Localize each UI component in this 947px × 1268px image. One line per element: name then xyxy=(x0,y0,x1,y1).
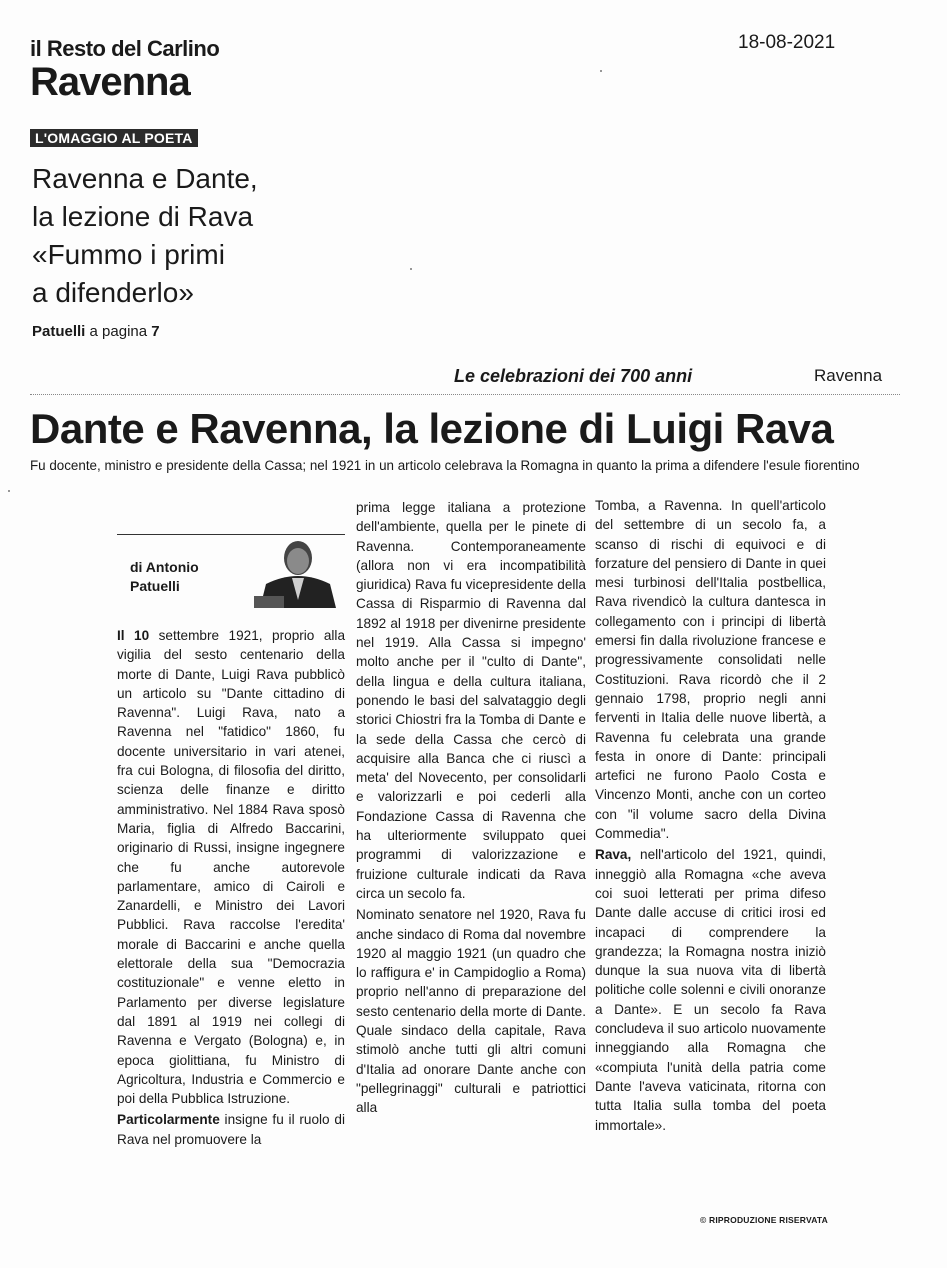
article-column-3 xyxy=(595,496,826,1137)
paragraph-lead: Rava, xyxy=(595,847,632,863)
front-kicker: L'OMAGGIO AL POETA xyxy=(30,129,198,147)
publication-date: 18-08-2021 xyxy=(738,32,836,53)
page-reference-text: a pagina xyxy=(85,323,152,340)
article-subheadline: Fu docente, ministro e presidente della Cassa; nel 1921 in un articolo celebrava la Romagna in quanto la prima a difendere l'esule fiorentino xyxy=(30,458,860,473)
scan-speck xyxy=(410,268,412,270)
paragraph xyxy=(117,1110,345,1149)
article-column-2 xyxy=(356,498,586,1120)
scan-speck xyxy=(8,490,10,492)
scan-speck xyxy=(600,70,602,72)
paragraph-text: insigne fu il ruolo di Rava nel promuovere la xyxy=(117,1112,345,1147)
front-title xyxy=(32,160,312,312)
author-prefix: di Antonio xyxy=(130,559,199,575)
paragraph xyxy=(356,905,586,1117)
paragraph-text: settembre 1921, proprio alla vigilia del sesto centenario della morte di Dante, Luigi Rava pubblicò un articolo su "Dante cittadino di Ravenna". Luigi Rava, nato a Ravenna nel "fatidico" 1860, fu docente universitario in vari atenei, fra cui Bologna, di filosofia del diritto, scienza delle finanze e diritto amministrativo. Nel 1884 Rava sposò Maria, figlia di Alfredo Baccarini, originario di Russi, insigne ingegnere che fu anche autorevole parlamentare, amico di Cairoli e Zanardelli, e Ministro dei Lavori Pubblici. Rava raccolse l'eredita' morale di Baccarini e anche quella elettorale della sua "Democrazia costituzionale" e venne eletto in Parlamento per diverse legislature dal 1891 al 1919 nei collegi di Ravenna e Vergato (Bologna) e, in epoca giolittiana, fu Ministro di Agricoltura, Industria e Commercio e poi della Pubblica Istruzione. xyxy=(117,628,345,1107)
section-label: Le celebrazioni dei 700 anni xyxy=(454,366,693,386)
page-reference-author: Patuelli xyxy=(32,323,86,340)
paragraph-text: prima legge italiana a protezione dell'ambiente, quella per le pinete di Ravenna. Contemporaneamente (allora non vi era incompatibilità giuridica) Rava fu vicepresidente della Cassa di Risparmio di Ravenna dal 1892 al 1918 per divenirne presidente nel 1919. Alla Cassa si impegno' molto anche per il "culto di Dante", della lingua e della cultura italiana, ponendo le basi del salvataggio degli storici Chiostri fra la Tomba di Dante e la sede della Cassa che cercò di acquisire alla Banca che ci riuscì a meta' del Novecento, per consolidarli e valorizzarli e poi cederli alla Fondazione Cassa di Ravenna che ha ulteriormente sviluppato quei programmi di valorizzazione e fruizione culturale indicati da Rava circa un secolo fa. xyxy=(356,500,586,901)
paragraph-lead: Il 10 xyxy=(117,628,150,643)
article-headline: Dante e Ravenna, la lezione di Luigi Rava xyxy=(30,405,834,452)
article-column-1 xyxy=(117,626,345,1151)
paragraph-text: Nominato senatore nel 1920, Rava fu anche sindaco di Roma dal novembre 1920 al maggio 1921 (un quadro che lo raffigura e' in Campidoglio a Roma) proprio nell'anno di preparazione del sesto centenario della morte di Dante. Quale sindaco della capitale, Rava stimolò anche tutti gli altri comuni d'Italia ad onorare Dante anche con "pellegrinaggi" culturali e patriottici alla xyxy=(356,907,586,1116)
paragraph xyxy=(117,626,345,1108)
author-byline xyxy=(130,558,199,596)
author-photo xyxy=(252,538,340,608)
author-lastname: Patuelli xyxy=(130,578,180,594)
paragraph xyxy=(595,845,826,1134)
page-reference-number: 7 xyxy=(151,323,160,340)
front-title-line: la lezione di Rava xyxy=(32,201,254,232)
front-title-line: Ravenna e Dante, xyxy=(32,163,258,194)
paragraph-text: Tomba, a Ravenna. In quell'articolo del settembre di un secolo fa, a scanso di rischi di equivoci e di forzature del pensiero di Dante in quei mesi turbinosi dell'Italia postbellica, Rava rivendicò la cultura dantesca in collegamento con i principi di libertà emersi fin dalla rivoluzione francese e progressivamente consolidati nelle Costituzioni. Rava ricordò che il 2 gennaio 1798, proprio negli anni ferventi in Italia delle nuove libertà, a Ravenna fu celebrata una grande festa in onore di Dante: principali artefici ne furono Paolo Costa e Vincenzo Monti, anche con un corteo con "il volume sacro della Divina Commedia". xyxy=(595,498,826,842)
section-city: Ravenna xyxy=(814,366,883,385)
front-title-line: «Fummo i primi xyxy=(32,239,225,270)
newspaper-name: il Resto del Carlino xyxy=(30,36,220,61)
paragraph xyxy=(595,496,826,843)
section-divider xyxy=(30,394,900,395)
edition-name: Ravenna xyxy=(30,60,190,104)
paragraph-lead: Particolarmente xyxy=(117,1112,220,1128)
paragraph xyxy=(356,498,586,903)
copyright-notice: © RIPRODUZIONE RISERVATA xyxy=(700,1215,829,1225)
page-reference xyxy=(32,323,160,340)
paragraph-text: nell'articolo del 1921, quindi, inneggiò alla Romagna «che aveva coi suoi letterati per prima difeso Dante dalle accuse di critici irosi ed incapaci di comprendere la grandezza; la Romagna nostra iniziò dunque la sua nuova vita di libertà politiche colle solenni e civili onoranze a Dante». E un secolo fa Rava concludeva il suo articolo nuovamente inneggiando alla Romagna che «compiuta l'unità della patria come Dante l'aveva vaticinata, ritorna con tutta Italia sulla tomba del poeta immortale». xyxy=(595,847,826,1133)
front-title-line: a difenderlo» xyxy=(32,277,194,308)
